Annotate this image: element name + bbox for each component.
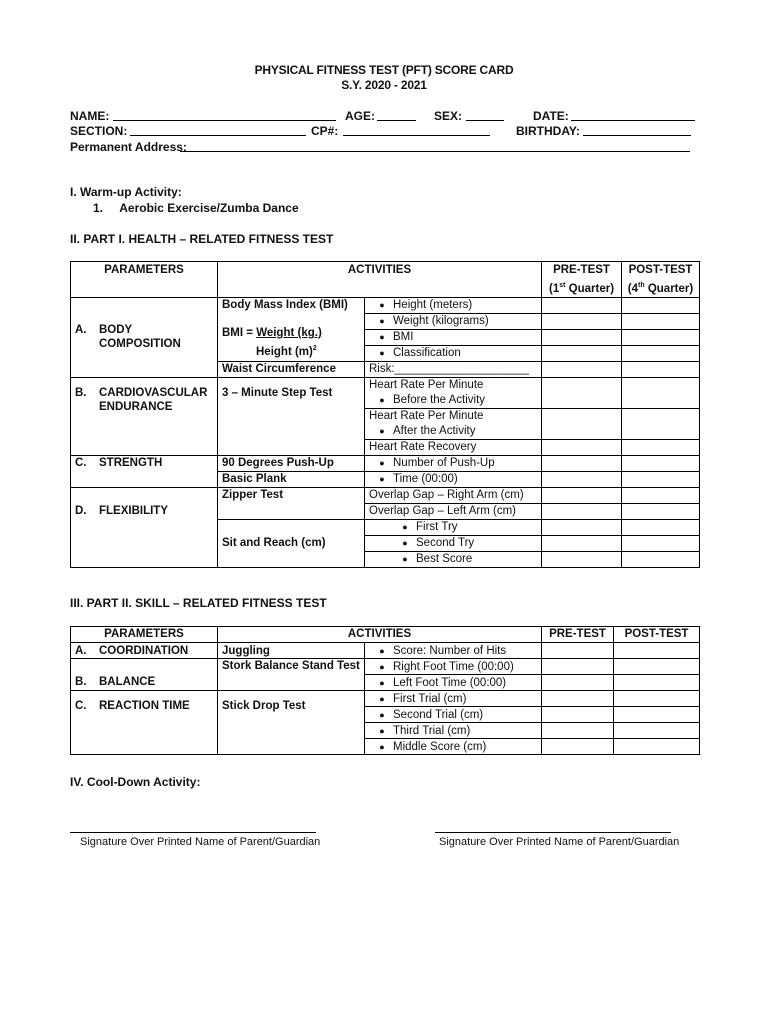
- measure-height: ● Height (meters): [365, 297, 542, 313]
- measure-weight: ● Weight (kilograms): [365, 313, 542, 329]
- measure-first-trial: ● First Trial (cm): [365, 691, 542, 707]
- post-test-cell[interactable]: [622, 503, 700, 519]
- measure-best-score: ● Best Score: [365, 551, 542, 567]
- warmup-item-text: Aerobic Exercise/Zumba Dance: [119, 201, 299, 215]
- post-test-cell[interactable]: [622, 345, 700, 361]
- date-label: DATE:: [533, 109, 569, 123]
- bmi-formula: BMI = Weight (kg.): [222, 326, 322, 339]
- measure-right-foot: ● Right Foot Time (00:00): [365, 659, 542, 675]
- cp-label: CP#:: [311, 124, 339, 138]
- post-test-cell[interactable]: [614, 675, 700, 691]
- measure-before-activity: ● Before the Activity: [365, 393, 542, 409]
- measure-num-pushup: ● Number of Push-Up: [365, 455, 542, 471]
- pre-test-cell[interactable]: [542, 739, 614, 755]
- pre-test-cell[interactable]: [542, 707, 614, 723]
- table-row: [71, 377, 700, 393]
- param-reaction-time: C. REACTION TIME: [71, 691, 218, 755]
- col-post-test: POST-TEST: [614, 627, 700, 643]
- post-test-cell[interactable]: [614, 659, 700, 675]
- pre-test-cell[interactable]: [542, 691, 614, 707]
- measure-hr-recovery: Heart Rate Recovery: [365, 439, 542, 455]
- signature-line-left[interactable]: [70, 832, 316, 833]
- activity-pushup: 90 Degrees Push-Up: [218, 455, 365, 471]
- measure-first-try: ● First Try: [365, 519, 542, 535]
- table-row: [71, 643, 700, 659]
- measure-third-trial: ● Third Trial (cm): [365, 723, 542, 739]
- col-pre-test: [542, 262, 622, 298]
- activity-juggling: Juggling: [218, 643, 365, 659]
- post-test-cell[interactable]: [622, 408, 700, 439]
- post-test-cell[interactable]: [622, 313, 700, 329]
- name-blank[interactable]: [113, 120, 336, 121]
- param-flexibility: D. FLEXIBILITY: [71, 487, 218, 567]
- post-test-cell[interactable]: [622, 519, 700, 535]
- date-blank[interactable]: [571, 120, 695, 121]
- post-test-cell[interactable]: [622, 535, 700, 551]
- col-pre-test: PRE-TEST: [542, 627, 614, 643]
- birthday-label: BIRTHDAY:: [516, 124, 581, 138]
- table-row: [71, 297, 700, 313]
- pre-test-cell[interactable]: [542, 535, 622, 551]
- warmup-heading: I. Warm-up Activity:: [70, 185, 182, 199]
- pre-test-cell[interactable]: [542, 551, 622, 567]
- form-title: PHYSICAL FITNESS TEST (PFT) SCORE CARD: [254, 63, 514, 77]
- pre-test-cell[interactable]: [542, 503, 622, 519]
- activity-waist: Waist Circumference: [218, 361, 365, 377]
- pre-test-cell[interactable]: [542, 659, 614, 675]
- measure-middle-score: ● Middle Score (cm): [365, 739, 542, 755]
- post-test-cell[interactable]: [622, 551, 700, 567]
- param-balance: B. BALANCE: [71, 659, 218, 691]
- table-row: [71, 691, 700, 707]
- activity-stick-drop: Stick Drop Test: [218, 691, 365, 755]
- section-blank[interactable]: [130, 135, 306, 136]
- table-row: [71, 487, 700, 503]
- post-test-cell[interactable]: [622, 439, 700, 455]
- pre-test-cell[interactable]: [542, 377, 622, 408]
- signature-line-right[interactable]: [435, 832, 671, 833]
- measure-risk: Risk:_____________________: [365, 361, 542, 377]
- section-label: SECTION:: [70, 124, 128, 138]
- pre-test-cell[interactable]: [542, 487, 622, 503]
- measure-overlap-left: Overlap Gap – Left Arm (cm): [365, 503, 542, 519]
- measure-bmi: ● BMI: [365, 329, 542, 345]
- post-test-cell[interactable]: [614, 707, 700, 723]
- post-test-cell[interactable]: [622, 471, 700, 487]
- post-test-sub: (4th Quarter): [627, 282, 694, 295]
- sex-blank[interactable]: [466, 120, 504, 121]
- col-activities: ACTIVITIES: [218, 627, 542, 643]
- table-header-row: [71, 262, 700, 298]
- part2-heading: III. PART II. SKILL – RELATED FITNESS TEST: [70, 596, 327, 610]
- post-test-cell[interactable]: [622, 487, 700, 503]
- measure-second-trial: ● Second Trial (cm): [365, 707, 542, 723]
- warmup-item-number: 1.: [93, 201, 104, 215]
- col-post-test: [622, 262, 700, 298]
- measure-left-foot: ● Left Foot Time (00:00): [365, 675, 542, 691]
- activity-bmi: [218, 297, 365, 361]
- signature-caption-left: Signature Over Printed Name of Parent/Guardian: [80, 836, 321, 848]
- col-activities: ACTIVITIES: [218, 262, 542, 298]
- age-label: AGE:: [345, 109, 375, 123]
- address-blank[interactable]: [180, 151, 690, 152]
- activity-plank: Basic Plank: [218, 471, 365, 487]
- health-fitness-table: [70, 261, 700, 568]
- param-coordination: A. COORDINATION: [71, 643, 218, 659]
- post-test-cell[interactable]: [622, 297, 700, 313]
- param-strength: C. STRENGTH: [71, 455, 218, 487]
- post-test-cell[interactable]: [622, 377, 700, 408]
- measure-overlap-right: Overlap Gap – Right Arm (cm): [365, 487, 542, 503]
- post-test-cell[interactable]: [614, 643, 700, 659]
- col-parameters: PARAMETERS: [71, 262, 218, 298]
- pre-test-cell[interactable]: [542, 313, 622, 329]
- table-header-row: [71, 627, 700, 643]
- skill-fitness-table: [70, 626, 700, 755]
- param-body-composition: A. BODY COMPOSITION: [71, 297, 218, 377]
- post-test-cell[interactable]: [622, 455, 700, 471]
- pre-test-cell[interactable]: [542, 361, 622, 377]
- post-test-label: POST-TEST: [628, 264, 693, 276]
- measure-second-try: ● Second Try: [365, 535, 542, 551]
- measure-after-activity: ● After the Activity: [365, 424, 542, 440]
- warmup-item: [93, 201, 299, 215]
- bmi-formula-denominator: Height $(m)^2$: [256, 344, 317, 358]
- post-test-cell[interactable]: [622, 361, 700, 377]
- pre-test-cell[interactable]: [542, 471, 622, 487]
- pre-test-cell[interactable]: [542, 439, 622, 455]
- pre-test-sub: (1st Quarter): [548, 282, 615, 295]
- school-year: S.Y. 2020 - 2021: [341, 78, 427, 92]
- address-label: Permanent Address:: [70, 140, 187, 154]
- birthday-blank[interactable]: [583, 135, 691, 136]
- part1-heading: II. PART I. HEALTH – RELATED FITNESS TEST: [70, 232, 334, 246]
- post-test-cell[interactable]: [622, 329, 700, 345]
- activity-step-test: 3 – Minute Step Test: [218, 377, 365, 455]
- age-blank[interactable]: [377, 120, 416, 121]
- post-test-cell[interactable]: [614, 739, 700, 755]
- measure-hr-label-1: Heart Rate Per Minute: [365, 377, 542, 393]
- pre-test-cell[interactable]: [542, 643, 614, 659]
- pre-test-cell[interactable]: [542, 519, 622, 535]
- col-parameters: PARAMETERS: [71, 627, 218, 643]
- sex-label: SEX:: [434, 109, 463, 123]
- measure-hr-label-2: Heart Rate Per Minute: [365, 408, 542, 424]
- post-test-cell[interactable]: [614, 691, 700, 707]
- bmi-title: Body Mass Index (BMI): [222, 298, 348, 311]
- pre-test-cell[interactable]: [542, 455, 622, 471]
- cp-blank[interactable]: [343, 135, 490, 136]
- activity-stork: Stork Balance Stand Test: [218, 659, 365, 691]
- table-row: [71, 659, 700, 675]
- pre-test-cell[interactable]: [542, 297, 622, 313]
- table-row: [71, 455, 700, 471]
- name-field-row: [70, 109, 109, 123]
- activity-zipper: Zipper Test: [218, 487, 365, 519]
- cooldown-heading: IV. Cool-Down Activity:: [70, 775, 201, 789]
- pre-test-cell[interactable]: [542, 408, 622, 439]
- pre-test-label: PRE-TEST: [553, 264, 610, 276]
- pre-test-cell[interactable]: [542, 723, 614, 739]
- post-test-cell[interactable]: [614, 723, 700, 739]
- name-label: NAME:: [70, 109, 110, 123]
- measure-score-hits: ● Score: Number of Hits: [365, 643, 542, 659]
- measure-time: ● Time (00:00): [365, 471, 542, 487]
- activity-sit-reach: Sit and Reach (cm): [218, 519, 365, 567]
- pre-test-cell[interactable]: [542, 329, 622, 345]
- measure-classification: ● Classification: [365, 345, 542, 361]
- pre-test-cell[interactable]: [542, 345, 622, 361]
- pre-test-cell[interactable]: [542, 675, 614, 691]
- signature-caption-right: Signature Over Printed Name of Parent/Guardian: [439, 836, 680, 848]
- param-cardiovascular: B. CARDIOVASCULAR ENDURANCE: [71, 377, 218, 455]
